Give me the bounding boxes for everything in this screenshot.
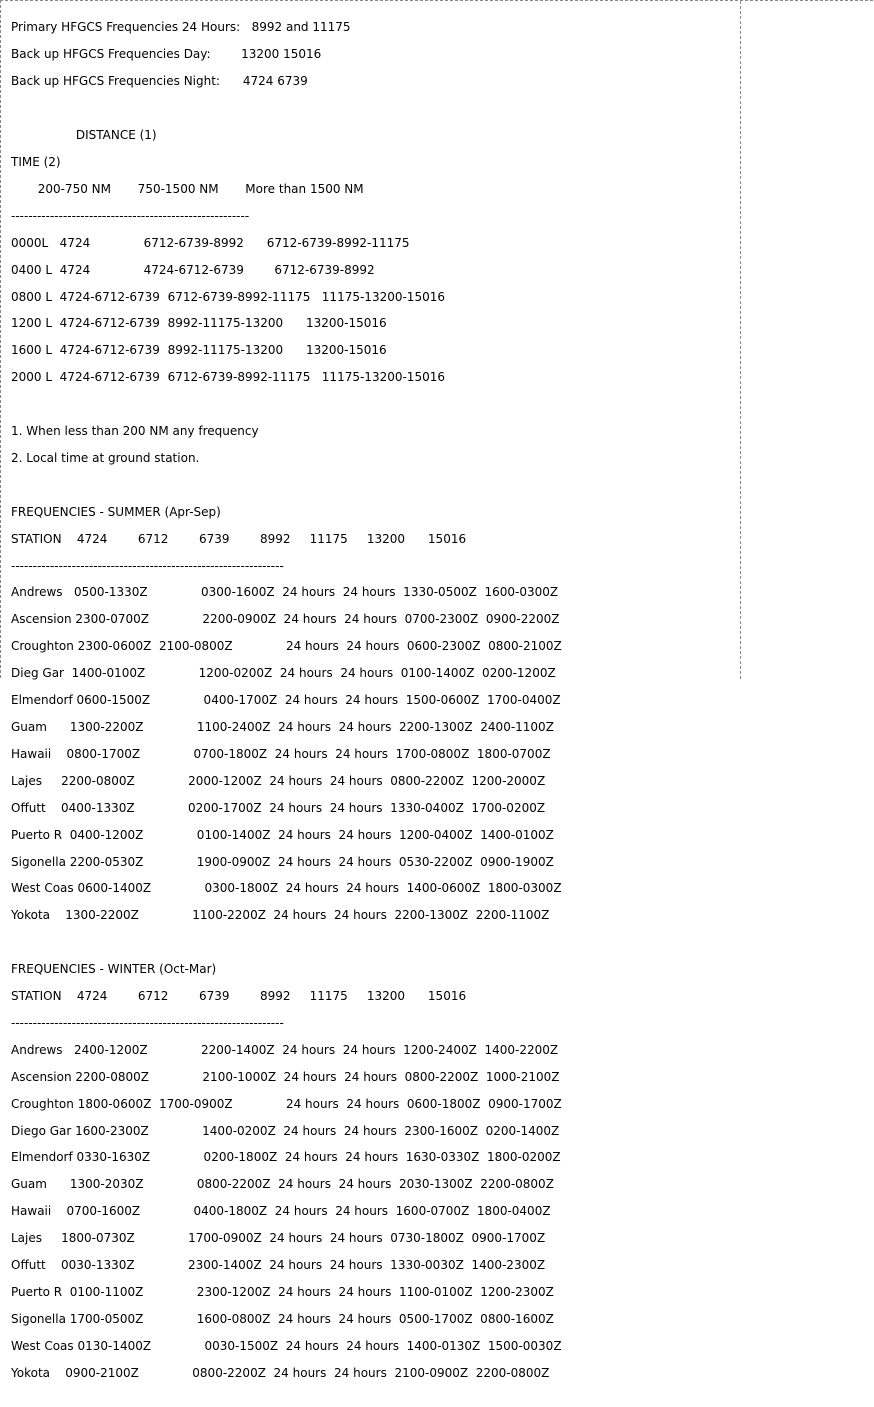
distance-column-headers: 200-750 NM 750-1500 NM More than 1500 NM xyxy=(11,181,364,196)
winter-station-row: Andrews 2400-1200Z 2200-1400Z 24 hours 24 hours 1200-2400Z 1400-2200Z xyxy=(11,1042,559,1057)
time-row: 1200 L 4724-6712-6739 8992-11175-13200 13200-15016 xyxy=(11,316,387,331)
winter-station-row: Croughton 1800-0600Z 1700-0900Z 24 hours 24 hours 0600-1800Z 0900-1700Z xyxy=(11,1096,562,1111)
winter-rule: --------------------------------------------------------------- xyxy=(11,1015,284,1030)
winter-column-headers: STATION 4724 6712 6739 8992 11175 13200 15016 xyxy=(11,989,467,1004)
winter-station-row: Lajes 1800-0730Z 1700-0900Z 24 hours 24 hours 0730-1800Z 0900-1700Z xyxy=(11,1231,546,1246)
winter-station-row: Guam 1300-2030Z 0800-2200Z 24 hours 24 hours 2030-1300Z 2200-0800Z xyxy=(11,1177,554,1192)
time-row: 0400 L 4724 4724-6712-6739 6712-6739-8992 xyxy=(11,262,375,277)
summer-station-row: Dieg Gar 1400-0100Z 1200-0200Z 24 hours 24 hours 0100-1400Z 0200-1200Z xyxy=(11,666,556,681)
distance-table-title: DISTANCE (1) xyxy=(11,128,157,143)
summer-station-row: Hawaii 0800-1700Z 0700-1800Z 24 hours 24 hours 1700-0800Z 1800-0700Z xyxy=(11,746,551,761)
winter-station-row: West Coas 0130-1400Z 0030-1500Z 24 hours 24 hours 1400-0130Z 1500-0030Z xyxy=(11,1338,562,1353)
summer-station-row: Puerto R 0400-1200Z 0100-1400Z 24 hours 24 hours 1200-0400Z 1400-0100Z xyxy=(11,827,554,842)
header-line-1: Primary HFGCS Frequencies 24 Hours: 8992 and 11175 xyxy=(11,20,351,35)
winter-station-row: Sigonella 1700-0500Z 1600-0800Z 24 hours 24 hours 0500-1700Z 0800-1600Z xyxy=(11,1311,554,1326)
winter-station-row: Offutt 0030-1330Z 2300-1400Z 24 hours 24 hours 1330-0030Z 1400-2300Z xyxy=(11,1258,546,1273)
document-sheet xyxy=(1,1,741,1380)
summer-station-row: Sigonella 2200-0530Z 1900-0900Z 24 hours 24 hours 0530-2200Z 0900-1900Z xyxy=(11,854,554,869)
spacer xyxy=(11,936,740,949)
winter-station-row: Puerto R 0100-1100Z 2300-1200Z 24 hours 24 hours 1100-0100Z 1200-2300Z xyxy=(11,1284,554,1299)
summer-station-row: Offutt 0400-1330Z 0200-1700Z 24 hours 24 hours 1330-0400Z 1700-0200Z xyxy=(11,800,546,815)
winter-station-row: Diego Gar 1600-2300Z 1400-0200Z 24 hours 24 hours 2300-1600Z 0200-1400Z xyxy=(11,1123,560,1138)
summer-section-title: FREQUENCIES - SUMMER (Apr-Sep) xyxy=(11,504,221,519)
header-line-2: Back up HFGCS Frequencies Day: 13200 15016 xyxy=(11,47,322,62)
winter-section-title: FREQUENCIES - WINTER (Oct-Mar) xyxy=(11,962,217,977)
summer-station-row: Ascension 2300-0700Z 2200-0900Z 24 hours 24 hours 0700-2300Z 0900-2200Z xyxy=(11,612,560,627)
winter-station-row: Ascension 2200-0800Z 2100-1000Z 24 hours 24 hours 0800-2200Z 1000-2100Z xyxy=(11,1069,560,1084)
time-row: 1600 L 4724-6712-6739 8992-11175-13200 13200-15016 xyxy=(11,343,387,358)
summer-column-headers: STATION 4724 6712 6739 8992 11175 13200 15016 xyxy=(11,531,467,546)
footnote-2: 2. Local time at ground station. xyxy=(11,450,200,465)
summer-station-row: West Coas 0600-1400Z 0300-1800Z 24 hours 24 hours 1400-0600Z 1800-0300Z xyxy=(11,881,562,896)
footnote-1: 1. When less than 200 NM any frequency xyxy=(11,424,259,439)
summer-rule: --------------------------------------------------------------- xyxy=(11,558,284,573)
summer-station-row: Elmendorf 0600-1500Z 0400-1700Z 24 hours 24 hours 1500-0600Z 1700-0400Z xyxy=(11,693,561,708)
time-row: 2000 L 4724-6712-6739 6712-6739-8992-11175 11175-13200-15016 xyxy=(11,370,445,385)
page-right-margin xyxy=(742,1,874,679)
header-line-3: Back up HFGCS Frequencies Night: 4724 6739 xyxy=(11,74,308,89)
summer-station-row: Croughton 2300-0600Z 2100-0800Z 24 hours 24 hours 0600-2300Z 0800-2100Z xyxy=(11,639,562,654)
spacer xyxy=(11,398,740,411)
time-row: 0800 L 4724-6712-6739 6712-6739-8992-11175 11175-13200-15016 xyxy=(11,289,445,304)
time-row: 0000L 4724 6712-6739-8992 6712-6739-8992-11175 xyxy=(11,235,410,250)
distance-table-rule: ------------------------------------------------------- xyxy=(11,208,250,223)
spacer xyxy=(11,102,740,115)
summer-station-row: Yokota 1300-2200Z 1100-2200Z 24 hours 24 hours 2200-1300Z 2200-1100Z xyxy=(11,908,550,923)
winter-station-row: Elmendorf 0330-1630Z 0200-1800Z 24 hours 24 hours 1630-0330Z 1800-0200Z xyxy=(11,1150,561,1165)
summer-station-row: Lajes 2200-0800Z 2000-1200Z 24 hours 24 hours 0800-2200Z 1200-2000Z xyxy=(11,773,546,788)
document-body xyxy=(1,1,740,1407)
spacer xyxy=(11,479,740,492)
summer-station-row: Guam 1300-2200Z 1100-2400Z 24 hours 24 hours 2200-1300Z 2400-1100Z xyxy=(11,719,554,734)
winter-station-row: Yokota 0900-2100Z 0800-2200Z 24 hours 24 hours 2100-0900Z 2200-0800Z xyxy=(11,1365,550,1380)
winter-station-row: Hawaii 0700-1600Z 0400-1800Z 24 hours 24 hours 1600-0700Z 1800-0400Z xyxy=(11,1204,551,1219)
summer-station-row: Andrews 0500-1330Z 0300-1600Z 24 hours 24 hours 1330-0500Z 1600-0300Z xyxy=(11,585,559,600)
time-column-label: TIME (2) xyxy=(11,154,61,169)
